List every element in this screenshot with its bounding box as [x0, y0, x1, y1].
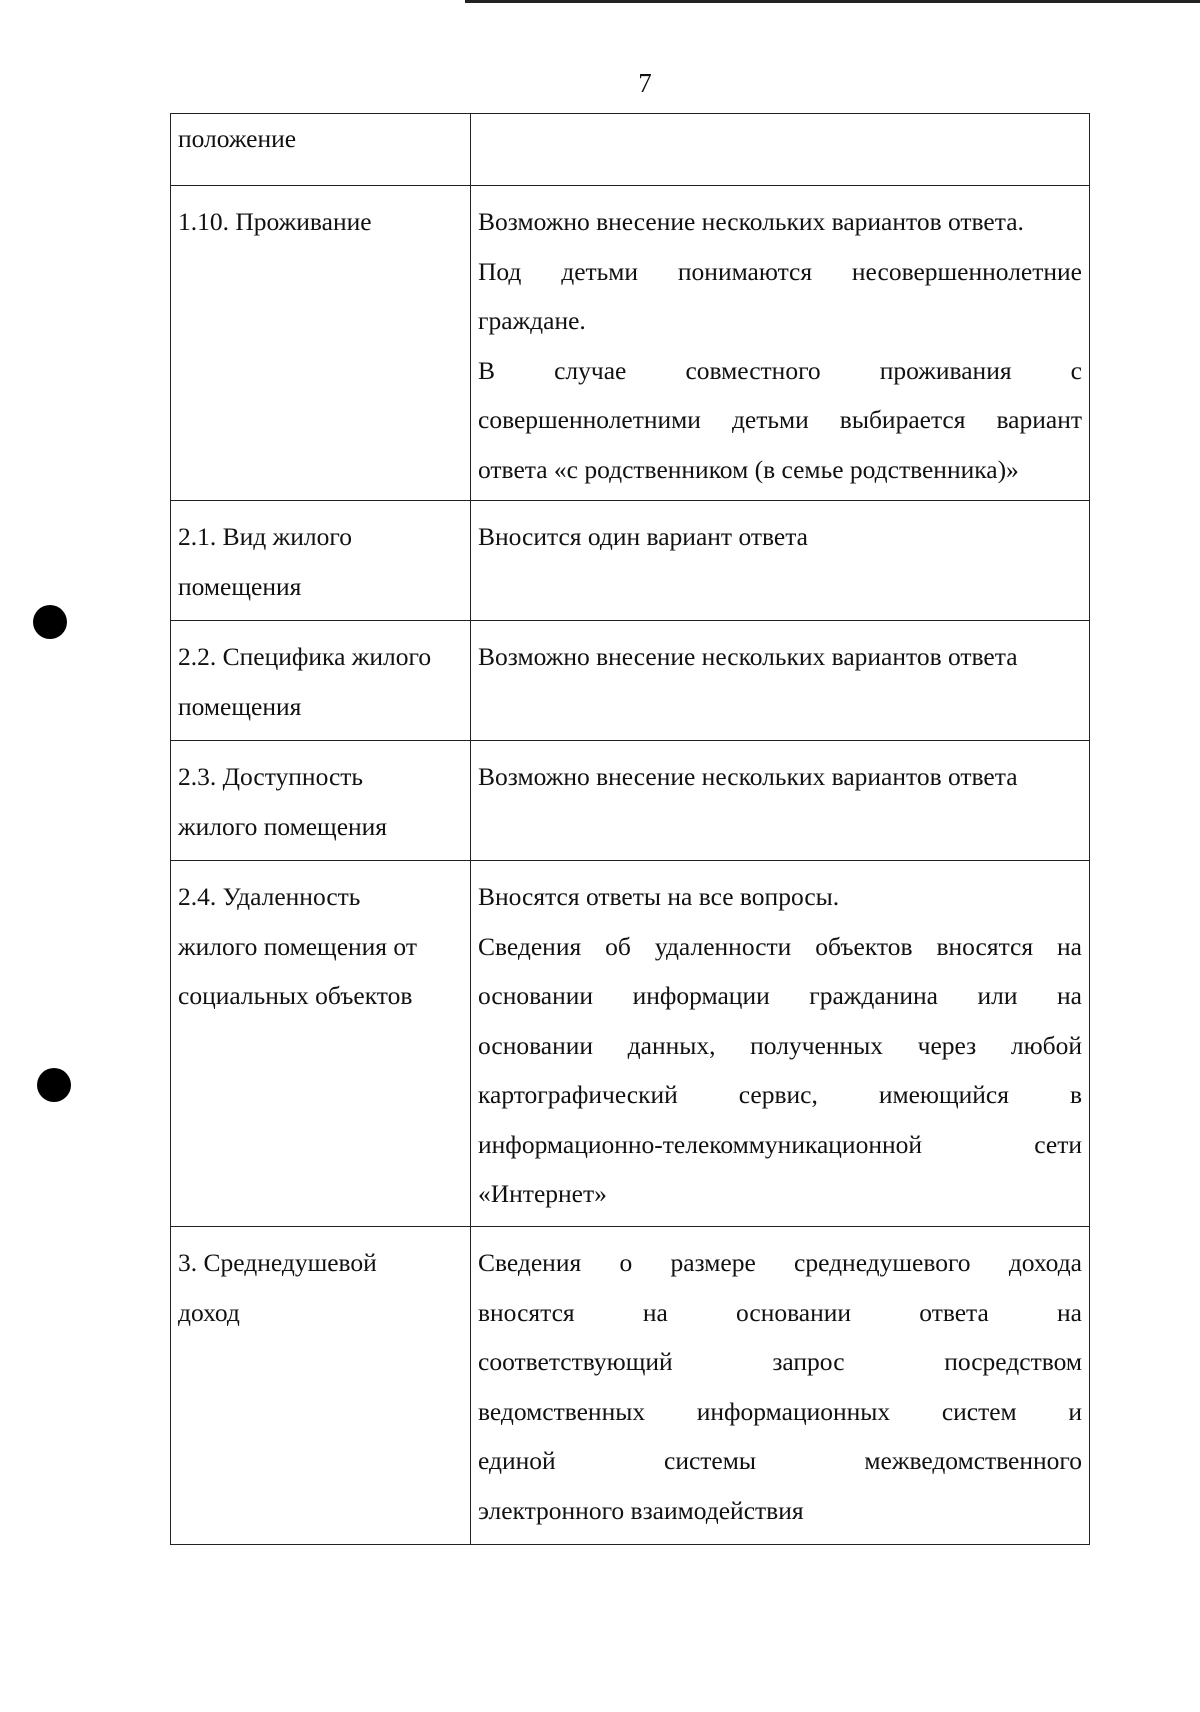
- punch-hole: [37, 1068, 71, 1102]
- label-line: помещения: [178, 571, 302, 601]
- row-description-cell: [471, 621, 1090, 741]
- row-label-cell: [171, 741, 471, 861]
- description-line: Сведения о размере среднедушевого дохода: [478, 1248, 1082, 1277]
- punch-hole: [33, 605, 67, 639]
- label-line: жилого помещения: [178, 811, 388, 841]
- row-label-cell: [171, 501, 471, 621]
- row-description-cell: [471, 186, 1090, 501]
- row-description-cell: [471, 501, 1090, 621]
- description-line: Возможно внесение нескольких вариантов ответа.: [478, 207, 1024, 236]
- label-line: помещения: [178, 691, 302, 721]
- label-line: жилого помещения от: [178, 931, 417, 961]
- label-line: доход: [178, 1297, 240, 1327]
- description-line: вносятся на основании ответа на: [478, 1297, 1082, 1327]
- row-description-cell: [471, 741, 1090, 861]
- description-line: ответа «с родственником (в семье родственника)»: [478, 454, 1019, 484]
- label-line: социальных объектов: [178, 981, 413, 1010]
- description-line: основании информации гражданина или на: [478, 981, 1082, 1010]
- description-line: картографический сервис, имеющийся в: [478, 1080, 1082, 1109]
- top-edge-rule: [465, 0, 1200, 3]
- page-number: 7: [638, 68, 652, 98]
- row-label-cell: [171, 114, 471, 186]
- table-row: [171, 861, 1090, 1227]
- label-line: 2.4. Удаленность: [178, 882, 361, 911]
- description-line: Под детьми понимаются несовершеннолетние: [478, 256, 1082, 286]
- table-row: [171, 621, 1090, 741]
- description-line: Возможно внесение нескольких вариантов ответа: [478, 642, 1018, 671]
- description-line: Вносятся ответы на все вопросы.: [478, 882, 840, 911]
- label-line: 2.1. Вид жилого: [178, 522, 352, 551]
- label-line: 2.3. Доступность: [178, 762, 364, 791]
- row-description-cell: [471, 1227, 1090, 1545]
- table-row: [171, 741, 1090, 861]
- label-line: положение: [178, 124, 297, 153]
- description-line: В случае совместного проживания с: [478, 355, 1082, 385]
- table-row: [171, 186, 1090, 501]
- row-label-cell: [171, 1227, 471, 1545]
- label-line: 3. Среднедушевой: [178, 1248, 377, 1277]
- description-line: граждане.: [478, 306, 586, 335]
- description-line: электронного взаимодействия: [478, 1495, 804, 1525]
- instructions-table: [170, 113, 1090, 1545]
- row-description-cell: [471, 861, 1090, 1227]
- label-line: 1.10. Проживание: [178, 207, 372, 236]
- row-label-cell: [171, 621, 471, 741]
- description-line: информационно-телекоммуникационной сети: [478, 1129, 1082, 1159]
- label-line: 2.2. Специфика жилого: [178, 642, 432, 671]
- row-label-cell: [171, 186, 471, 501]
- row-description-cell: [471, 114, 1090, 186]
- table-row: [171, 501, 1090, 621]
- description-line: Возможно внесение нескольких вариантов ответа: [478, 762, 1018, 791]
- row-label-cell: [171, 861, 471, 1227]
- description-line: Сведения об удаленности объектов вносятся на: [478, 931, 1082, 961]
- description-line: совершеннолетними детьми выбирается вариант: [478, 405, 1082, 434]
- description-line: ведомственных информационных систем и: [478, 1396, 1082, 1426]
- description-line: единой системы межведомственного: [478, 1446, 1082, 1475]
- description-line: Вносится один вариант ответа: [478, 522, 808, 551]
- table-row: [171, 114, 1090, 186]
- description-line: «Интернет»: [478, 1179, 607, 1208]
- description-line: основании данных, полученных через любой: [478, 1030, 1082, 1060]
- table-row: [171, 1227, 1090, 1545]
- description-line: соответствующий запрос посредством: [478, 1347, 1082, 1376]
